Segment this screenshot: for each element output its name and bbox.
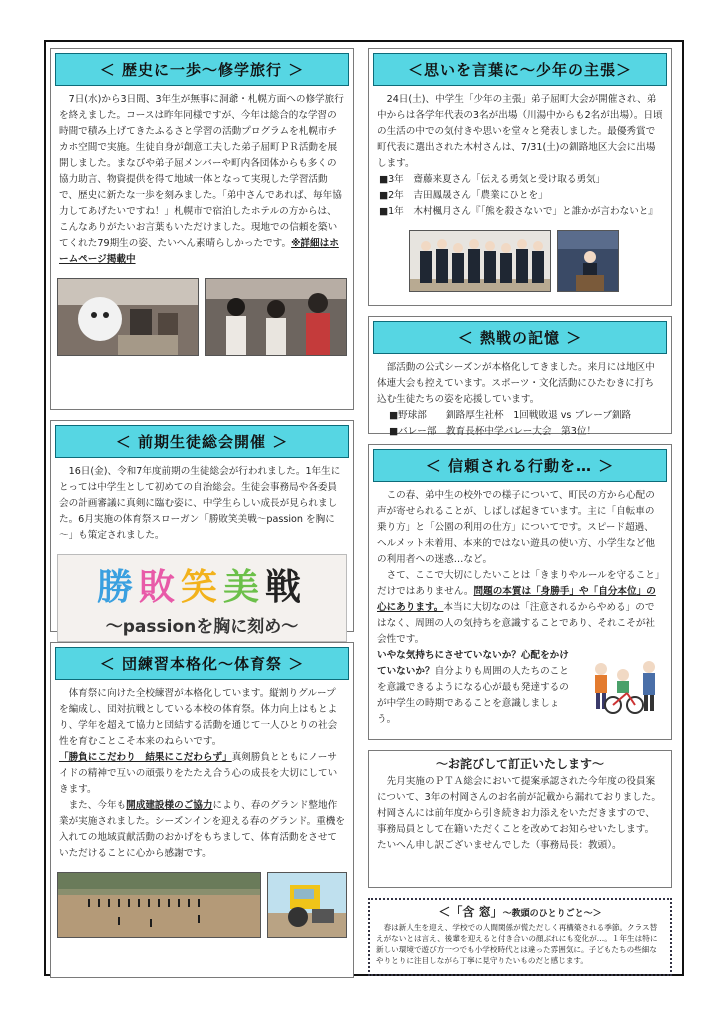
correction-title: ～お詫びして訂正いたします～ xyxy=(435,757,604,771)
sports-day-photos xyxy=(51,868,353,944)
school-trip-photos xyxy=(51,274,353,362)
column-text: 春は新人生を迎え、学校での人間関係が慌ただしく再構築される季節。クラス替えがないとは言え、後輩を迎えると付き合いの顔ぶれにも変化が…。１年生は特に新しい環境で遊び方一つでも小学校時代とは違った雰囲気に。子どもたちの些細なやりとりに注目しながら丁寧に見守りたいものだと感じます。 xyxy=(376,923,658,965)
right-column xyxy=(368,48,672,976)
speech-entry: ■2年 吉田鳳晟さん「農業にひとを」 xyxy=(379,190,548,201)
sports-day-section xyxy=(50,642,354,978)
newsletter-page xyxy=(44,40,684,976)
ground-roller-photo xyxy=(267,872,347,938)
bicycle-illustration xyxy=(583,653,663,715)
trip-photo-mascot xyxy=(57,278,199,356)
speech-podium-photo xyxy=(557,230,619,292)
speech-group-photo xyxy=(409,230,551,292)
slogan-main: 勝敗笑美戦 xyxy=(96,567,308,608)
practice-photo-image xyxy=(58,873,261,938)
sports-day-title: ＜ 団練習本格化～体育祭 ＞ xyxy=(55,647,349,680)
practice-photo xyxy=(57,872,261,938)
left-column xyxy=(50,48,354,988)
trust-text-3: いやな気持ちにさせていないか？心配をかけていないか？自分よりも周囲の人たちのことを意識できるようになる心が最も発達するのが中学生の時期であることを意識しましょう。 xyxy=(377,650,569,725)
student-assembly-text: 16日(金)、令和7年度前期の生徒総会が行われました。1年生にとっては中学生として初めての自治総会。生徒会事務局や各委員会の計画審議に真剣に臨む姿に、中学生らしい成長が見られました。6月実施の体育祭スローガン「勝敗笑美戦～passion を胸に～」も策定されました。 xyxy=(59,466,341,541)
student-assembly-title: ＜ 前期生徒総会開催 ＞ xyxy=(55,425,349,458)
sports-day-text-2: また、今年も開成建設様のご協力により、春のグランド整地作業が実施されました。シーズンインを迎える春のグランド。重機を入れての地域貢献活動のおかげをもちまして、体育活動をさせていただけることに心から感謝です。 xyxy=(59,800,345,859)
youth-speech-text: 24日(土)、中学生「少年の主張」弟子屈町大会が開催され、弟中からは各学年代表の3名が出場（川湯中からも2名が出場）。日頃の生活の中での気付きや思いを堂々と発表しました。最優秀賞で町代表に選出された木村さんは、7/31(土)の釧路地区大会に出場します。 xyxy=(377,94,663,169)
trust-section xyxy=(368,444,672,740)
school-trip-section xyxy=(50,48,354,410)
club-results-title: ＜ 熱戦の記憶 ＞ xyxy=(373,321,667,354)
club-results-section xyxy=(368,316,672,437)
speech-entry: ■1年 木村楓月さん『「熊を殺さないで」と誰かが言わないと』 xyxy=(379,206,658,217)
club-result: ■野球部 釧路厚生社杯 1回戦敗退 vs ブレーブ釧路 xyxy=(389,410,632,421)
school-trip-title: ＜ 歴史に一歩～修学旅行 ＞ xyxy=(55,53,349,86)
speech-group-photo-image xyxy=(410,231,551,292)
homepage-note: ※詳細はホームページ掲載中 xyxy=(59,238,339,265)
club-result: ■バレー部 教育長杯中学バレー大会 第3位！ xyxy=(389,426,597,437)
trust-text-1: この春、弟中生の校外での様子について、町民の方から心配の声が寄せられることが、しばしば起きています。主に「自転車の乗り方」と「公園の利用の仕方」についてです。スピード超過、ヘルメット未着用、本来的ではない遊具の使い方、小学生など他の利用者への迷惑…など。 xyxy=(377,490,655,565)
slogan-sub: ～passionを胸に刻め～ xyxy=(105,617,299,637)
correction-text: 先月実施のＰＴＡ総会において提案承認された今年度の役員案について、3年の村岡さんのお名前が記載から漏れておりました。村岡さんには前年度から引き続きお力添えをいただきますので、事務局員として在籍いただくことを改めてお知らせいたします。たいへん申し訳ございませんでした（事務局長：教頭）。 xyxy=(377,776,661,851)
ground-roller-photo-image xyxy=(268,873,347,938)
trip-photo-activity-image xyxy=(206,279,347,356)
column-title: ＜「含 窓」～教頭のひとりごと～＞ xyxy=(438,905,602,919)
youth-speech-title: ＜思いを言葉に～少年の主張＞ xyxy=(373,53,667,86)
club-results-text: 部活動の公式シーズンが本格化してきました。来月には地区中体連大会も控えています。スポーツ・文化活動にひたむきに打ち込む生徒たちの姿を応援しています。 xyxy=(377,362,655,405)
speech-entry: ■3年 齋藤来夏さん「伝える勇気と受け取る勇気」 xyxy=(379,174,606,185)
trip-photo-mascot-image xyxy=(58,279,199,356)
trust-title: ＜ 信頼される行動を… ＞ xyxy=(373,449,667,482)
trust-text-2: さて、ここで大切にしたいことは「きまりやルールを守ること」だけではありません。問題の本質は「身勝手」や「自分本位」の心にあります。本当に大切なのは「注意されるからやめる」のではなく、周囲の人の気持ちを意識することであり、それこそが社会性です。 xyxy=(377,570,660,645)
youth-speech-section xyxy=(368,48,672,306)
correction-notice xyxy=(368,750,672,888)
school-trip-text: 7日(水)から3日間、3年生が無事に洞爺・札幌方面への修学旅行を終えました。コースは昨年同様ですが、今年は総合的な学習の時間で積み上げてきたふるさと学習の活動プログラムを札幌市チカホ空間で実施。生徒自身が創意工夫した弟子屈町ＰＲ活動を展開しました。まなびや弟子屈メンバーや町内各団体からも多くの協力助言、物資提供を得て地域一体となって実現した学習活動で、歴史に新たな一歩を刻みました。「弟中さんであれば、毎年協力してあげたいですね！」札幌市で宿泊したホテルの方からは、こんなありがたいお言葉もいただけました。現地での信頼を築いてくれた79期生の姿、たいへん素晴らしかったです。※詳細はホームページ掲載中 xyxy=(59,94,344,265)
student-assembly-section xyxy=(50,420,354,637)
youth-speech-photos xyxy=(369,226,671,298)
sports-day-text-1: 体育祭に向けた全校練習が本格化しています。縦割りグループを編成し、団対抗戦としている本校の体育祭。体力向上はもとより、学年を超えて協力と団結する活動を通じて一人ひとりの社会性を育むことこそ本来のねらいです。 xyxy=(59,688,338,747)
sports-day-slogan-banner xyxy=(57,554,347,642)
sports-day-text-motto: 「勝負にこだわり 結果にこだわらず」真剣勝負とともにノーサイドの精神で互いの頑張りをたたえ合う心の成長を大切にしていきます。 xyxy=(59,752,338,795)
speech-podium-photo-image xyxy=(558,231,619,292)
bicycle-illustration-image xyxy=(583,653,663,715)
trip-photo-activity xyxy=(205,278,347,356)
vice-principal-column xyxy=(368,898,672,976)
